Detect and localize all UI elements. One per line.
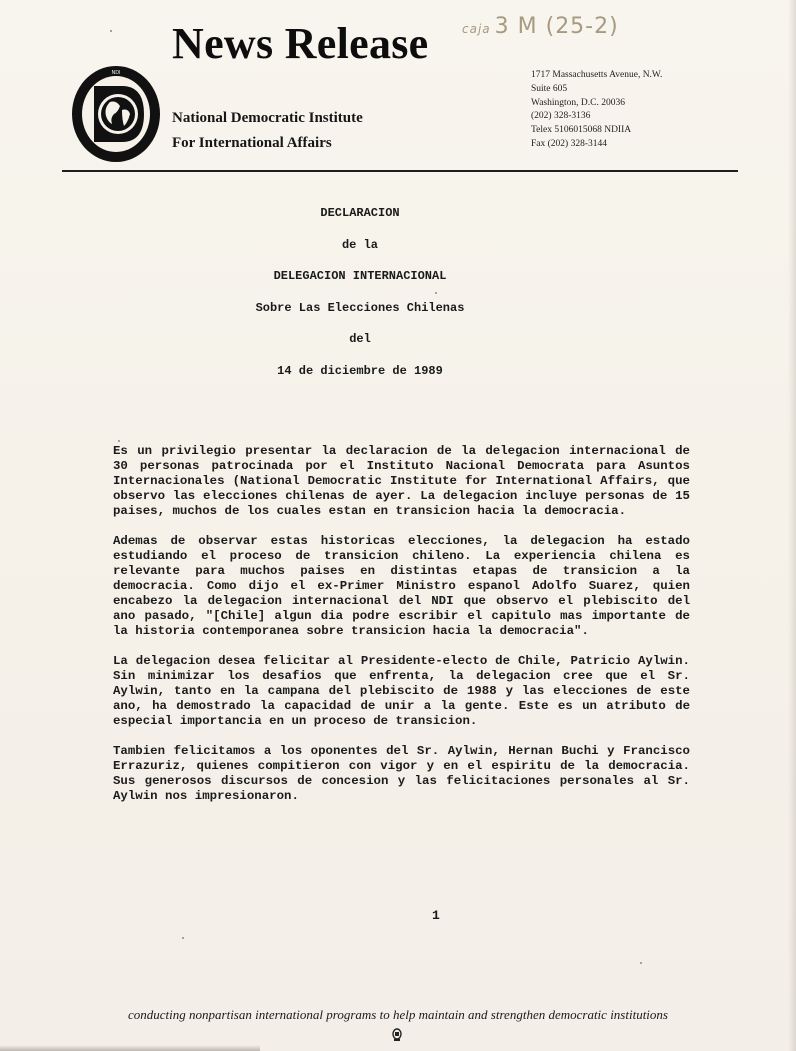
address-city: Washington, D.C. 20036: [531, 97, 625, 108]
address-phone: (202) 328-3136: [531, 111, 591, 122]
page-edge-shadow: [788, 0, 796, 1051]
heading-line: DELEGACION INTERNACIONAL: [273, 269, 447, 283]
scan-speck: [110, 30, 112, 32]
address-suite: Suite 605: [531, 83, 568, 94]
declaration-heading: [200, 205, 520, 394]
union-label-icon: [392, 1028, 402, 1042]
paragraph: Ademas de observar estas historicas elecciones, la delegacion ha estado estudiando el proceso de transicion chileno. La experiencia chilena es relevante para muchos paises en distintas etapas de transicion a la democracia. Como dijo el ex-Primer Ministro espanol Adolfo Suarez, quien encabezo la delegacion internacional del NDI que observo el plebiscito del ano pasado, "[Chile] algun dia podre escribir el capitulo mas importante de la historia contemporanea sobre transicion hacia la democracia".: [113, 534, 690, 638]
svg-text:NDI: NDI: [111, 70, 121, 76]
heading-line: DECLARACION: [320, 206, 400, 220]
letterhead-divider: [62, 170, 738, 172]
address-fax: Fax (202) 328-3144: [531, 138, 607, 149]
page-bottom-shadow: [0, 1045, 260, 1051]
address-telex: Telex 5106015068 NDIIA: [531, 125, 632, 136]
scan-speck: [182, 937, 184, 939]
scan-speck: [118, 440, 120, 442]
heading-line: de la: [341, 237, 378, 252]
footer-tagline: conducting nonpartisan international programs to help maintain and strengthen democratic institutions: [128, 1007, 668, 1022]
organization-name: [172, 106, 363, 156]
handwritten-note-prefix: caja: [462, 22, 491, 36]
page-number: 1: [432, 908, 440, 923]
handwritten-archive-note: [462, 14, 619, 39]
heading-date: 14 de diciembre de 1989: [277, 363, 443, 378]
handwritten-note-code: 3 M (25-2): [494, 14, 619, 39]
contact-address: [531, 69, 662, 152]
declaration-body: [113, 444, 690, 819]
heading-line: del: [349, 332, 371, 346]
scan-speck: [435, 292, 437, 294]
paragraph: Tambien felicitamos a los oponentes del Sr. Aylwin, Hernan Buchi y Francisco Errazuriz, quienes compitieron con vigor y en el espiritu de la democracia. Sus generosos discursos de concesion y las felicitaciones personales al Sr. Aylwin nos impresionaron.: [113, 744, 690, 803]
paragraph: Es un privilegio presentar la declaracion de la delegacion internacional de 30 personas patrocinada por el Instituto Nacional Democrata para Asuntos Internacionales (National Democratic Institute for International Affairs, que observo las elecciones chilenas de ayer. La delegacion incluye personas de 15 paises, muchos de los cuales estan en transicion hacia la democracia.: [113, 444, 690, 518]
scan-speck: [640, 962, 642, 964]
org-line-2: For International Affairs: [172, 135, 332, 151]
ndi-seal-logo: [70, 64, 162, 164]
paragraph: La delegacion desea felicitar al Presidente-electo de Chile, Patricio Aylwin. Sin minimizar los desafios que enfrenta, la delegacion cree que el Sr. Aylwin, tanto en la campana del plebiscito de 1988 y las elecciones de este ano, ha demostrado la capacidad de unir a la gente. Este es un atributo de especial importancia en un proceso de transicion.: [113, 654, 690, 728]
address-street: 1717 Massachusetts Avenue, N.W.: [531, 70, 663, 80]
news-release-title: News Release: [172, 19, 429, 68]
org-line-1: National Democratic Institute: [172, 110, 363, 126]
heading-line: Sobre Las Elecciones Chilenas: [255, 300, 465, 315]
